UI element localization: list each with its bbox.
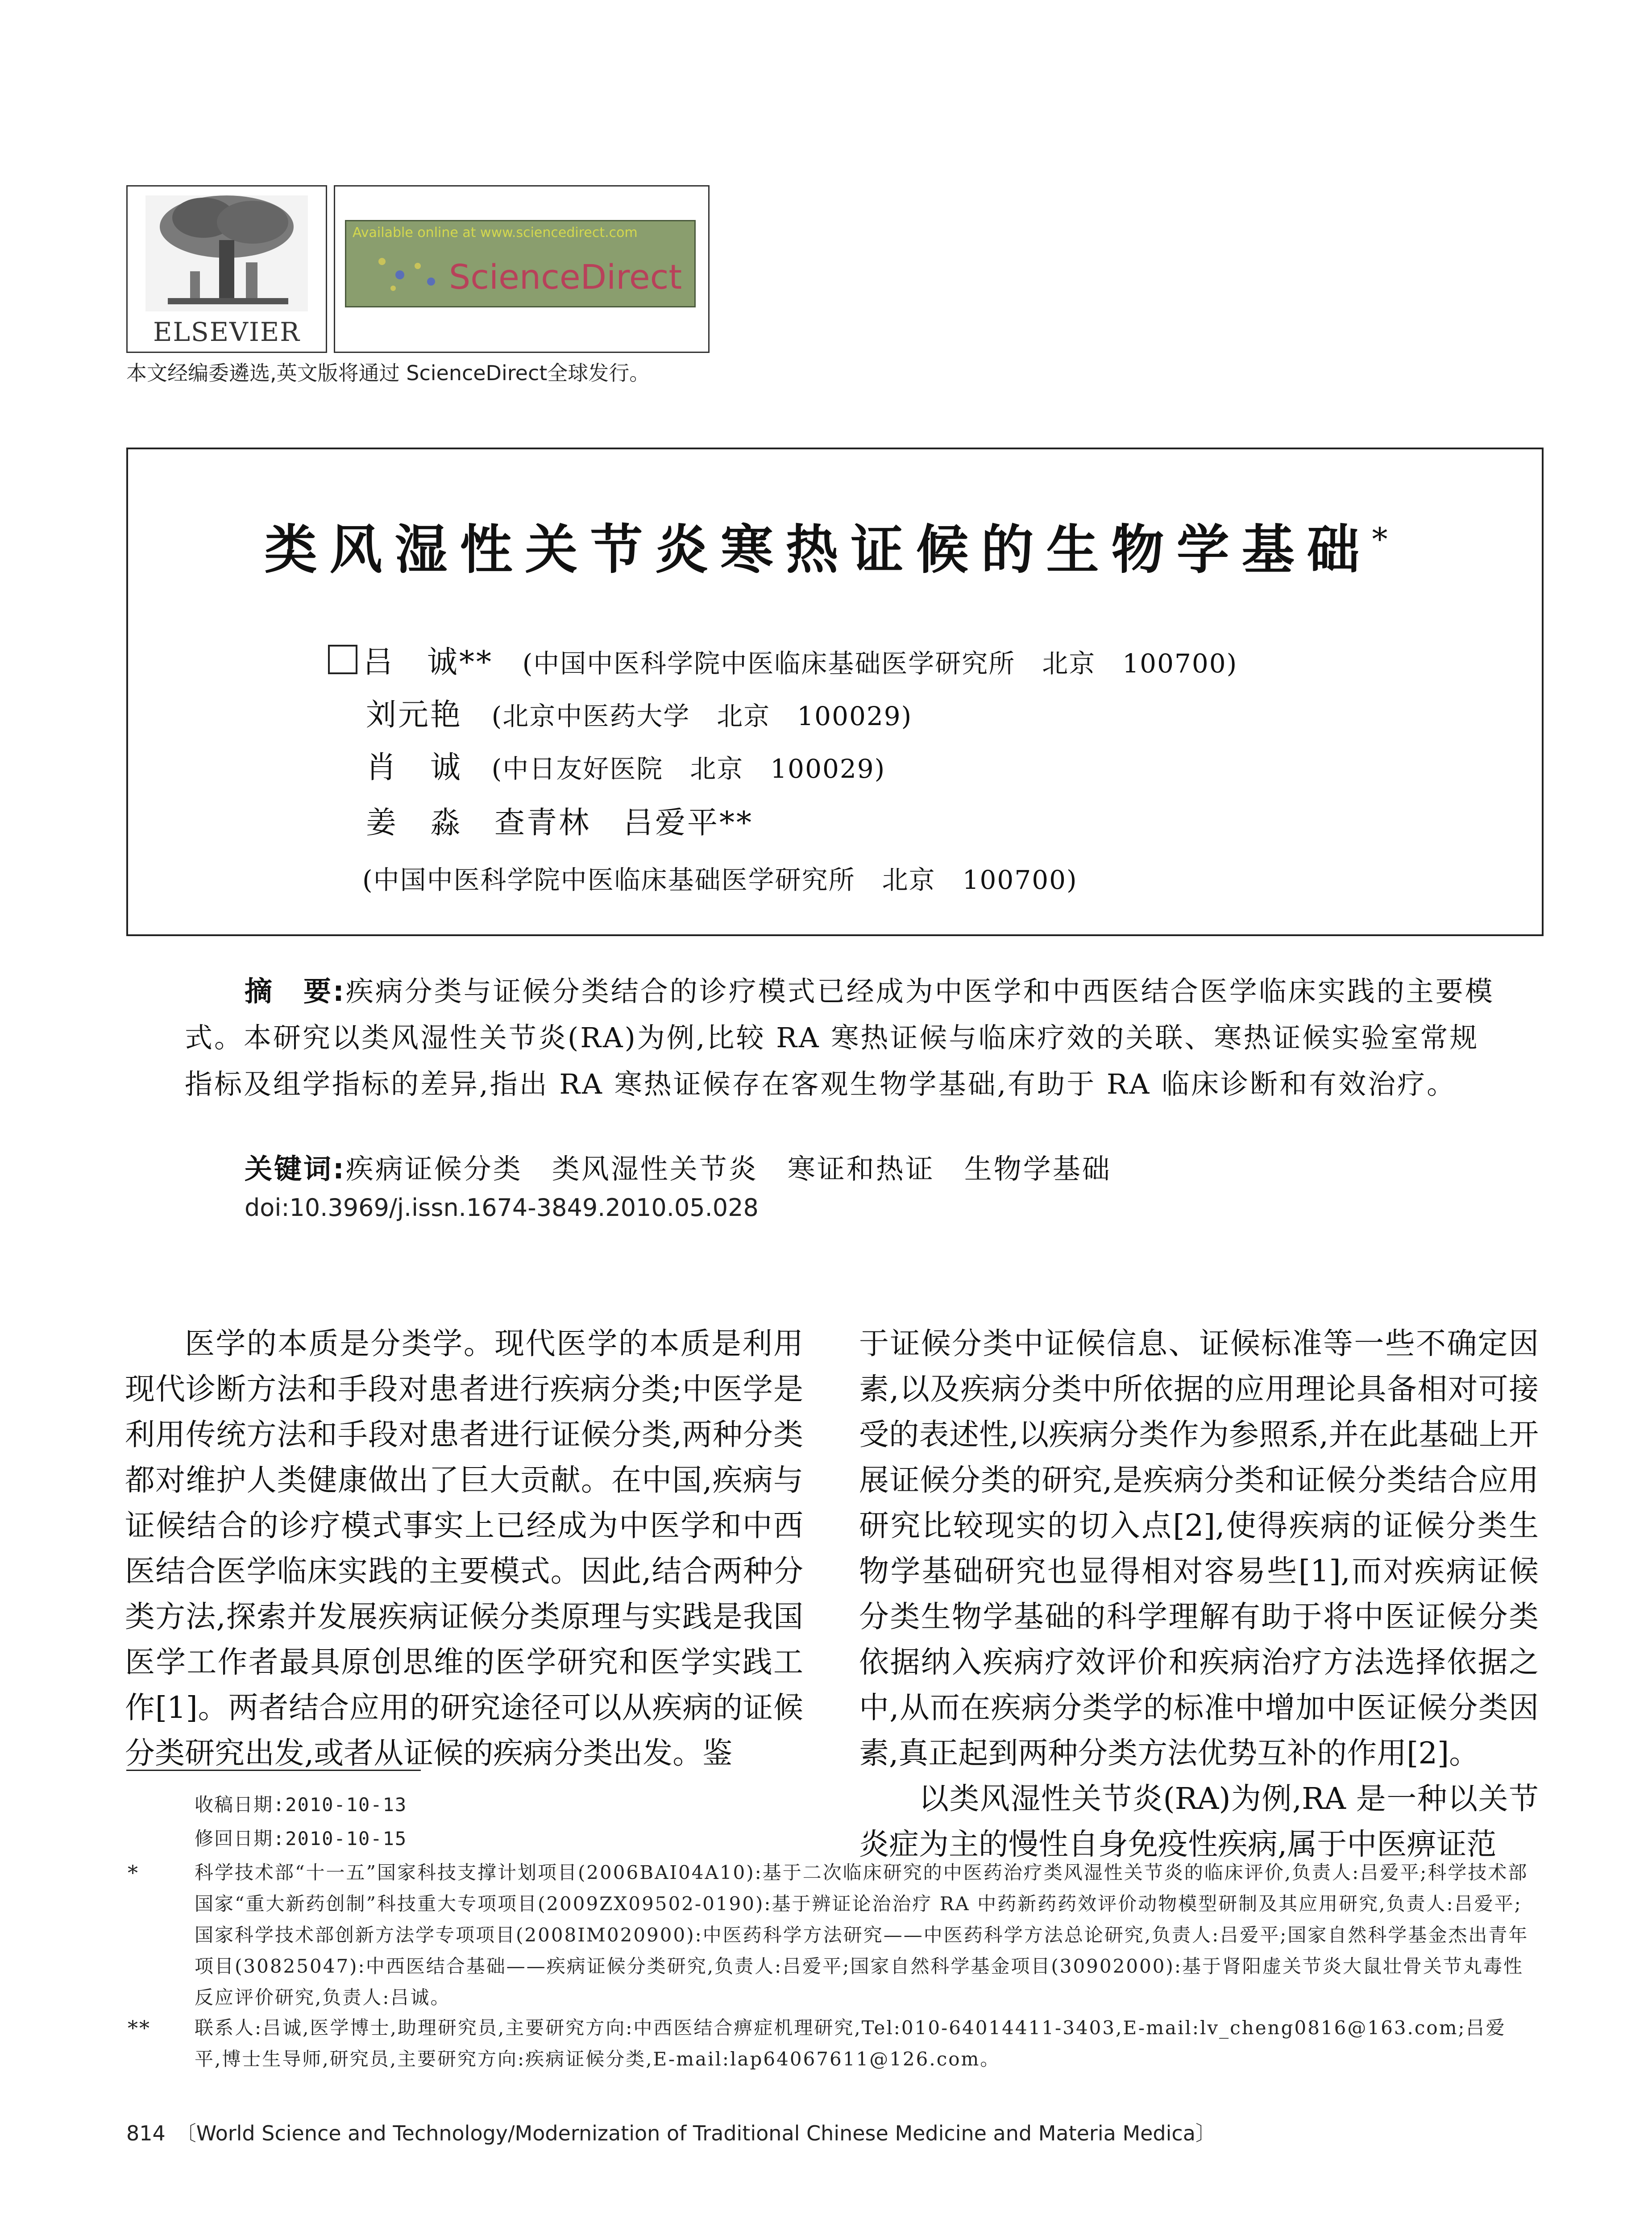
body-paragraph: 以类风湿性关节炎(RA)为例,RA 是一种以关节炎症为主的慢性自身免疫性疾病,属于中医痹证范 [859,1781,1539,1862]
keywords [245,1147,1112,1186]
journal-footer: 814 〔World Science and Technology/Modernization of Traditional Chinese Medicine and Materia Medica〕 [126,2121,1216,2145]
body-column-right [859,1321,1539,1867]
received-date: 收稿日期:2010-10-13 [195,1794,407,1816]
keywords-label: 关键词: [245,1153,346,1185]
body-paragraph: 医学的本质是分类学。现代医学的本质是利用现代诊断方法和手段对患者进行疾病分类;中医学是利用传统方法和手段对患者进行证候分类,两种分类都对维护人类健康做出了巨大贡献。在中国,疾病与证候结合的诊疗模式事实上已经成为中医学和中西医结合医学临床实践的主要模式。因此,结合两种分类方法,探索并发展疾病证候分类原理与实践是我国医学工作者最具原创思维的医学研究和医学实践工作[1]。两者结合应用的研究途径可以从疾病的证候分类研究出发,或者从证候的疾病分类出发。鉴 [125,1326,803,1771]
abstract-label: 摘 要: [245,975,346,1008]
footnote-contact [128,2012,1533,2075]
body-paragraph: 于证候分类中证候信息、证候标准等一些不确定因素,以及疾病分类中所依据的应用理论具备相对可接受的表述性,以疾病分类作为参照系,并在此基础上开展证候分类的研究,是疾病分类和证候分类结合应用研究比较现实的切入点[2],使得疾病的证候分类生物学基础研究也显得相对容易些[1],而对疾病证候分类生物学基础的科学理解有助于将中医证候分类依据纳入疾病疗效评价和疾病治疗方法选择依据之中,从而在疾病分类学的标准中增加中医证候分类因素,真正起到两种分类方法优势互补的作用[2]。 [859,1326,1539,1771]
body-column-left [125,1321,803,1776]
author-names: 肖 诚 [366,750,463,785]
author-names: 吕 诚** [363,645,494,680]
abstract-text: 疾病分类与证候分类结合的诊疗模式已经成为中医学和中西医结合医学临床实践的主要模式。本研究以类风湿性关节炎(RA)为例,比较 RA 寒热证候与临床疗效的关联、寒热证候实验室常规指标及组学指标的差异,指出 RA 寒热证候存在客观生物学基础,有助于 RA 临床诊断和有效治疗。 [185,975,1494,1100]
author-line-1 [328,638,1237,681]
author-affiliation: (中日友好医院 北京 100029) [491,754,886,784]
author-names: 刘元艳 [366,697,463,733]
author-line-2 [366,691,912,734]
sciencedirect-wordmark: ScienceDirect [449,257,682,297]
footnote-mark: * [128,1861,139,1885]
keywords-text: 疾病证候分类 类风湿性关节炎 寒证和热证 生物学基础 [345,1153,1112,1185]
author-affiliation: (中国中医科学院中医临床基础医学研究所 北京 100700) [522,648,1238,679]
author-line-3 [366,743,885,787]
doi: doi:10.3969/j.issn.1674-3849.2010.05.028 [245,1194,759,1222]
sciencedirect-logo [334,185,710,353]
checkbox-icon [328,645,357,674]
release-note: 本文经编委遴选,英文版将通过 ScienceDirect全球发行。 [126,361,650,385]
footnote-rule [126,1770,421,1771]
author-names: 姜 淼 查青林 吕爱平** [366,805,754,841]
dots-icon [373,248,444,297]
footnote-text: 科学技术部“十一五”国家科技支撑计划项目(2006BAI04A10):基于二次临床研究的中医药治疗类风湿性关节炎的临床评价,负责人:吕爱平;科学技术部国家“重大新药创制”科技重大专项项目(2009ZX09502-0190):基于辨证论治治疗 RA 中药新药药效评价动物模型研制及其应用研究,负责人:吕爱平;国家科学技术部创新方法学专项项目(2008IM020900):中医药科学方法研究——中医药科学方法总论研究,负责人:吕爱平;国家自然科学基金杰出青年项目(30825047):中西医结合基础——疾病证候分类研究,负责人:吕爱平;国家自然科学基金项目(30902000):基于肾阳虚关节炎大鼠壮骨关节丸毒性反应评价研究,负责人:吕诚。 [195,1862,1529,2008]
final-affiliation: (中国中医科学院中医临床基础医学研究所 北京 100700) [362,865,1078,895]
elsevier-wordmark: ELSEVIER [153,317,300,347]
author-affiliation: (北京中医药大学 北京 100029) [491,701,913,731]
elsevier-logo [126,185,327,353]
revised-date: 修回日期:2010-10-15 [195,1828,407,1849]
sciencedirect-available-text: Available online at www.sciencedirect.com [353,225,638,241]
tree-emblem-icon [128,187,326,320]
footnote-text: 联系人:吕诚,医学博士,助理研究员,主要研究方向:中西医结合痹症机理研究,Tel:010-64014411-3403,E-mail:lv_cheng0816@163.com;吕爱平,博士生导师,研究员,主要研究方向:疾病证候分类,E-mail:lap64067611@126.com。 [195,2017,1506,2070]
author-line-4 [366,799,753,842]
sciencedirect-banner [345,220,696,307]
footnote-mark: ** [128,2016,151,2040]
article-title: 类风湿性关节炎寒热证候的生物学基础* [264,518,1388,581]
abstract [185,968,1497,1107]
footnote-funding [128,1857,1533,2013]
